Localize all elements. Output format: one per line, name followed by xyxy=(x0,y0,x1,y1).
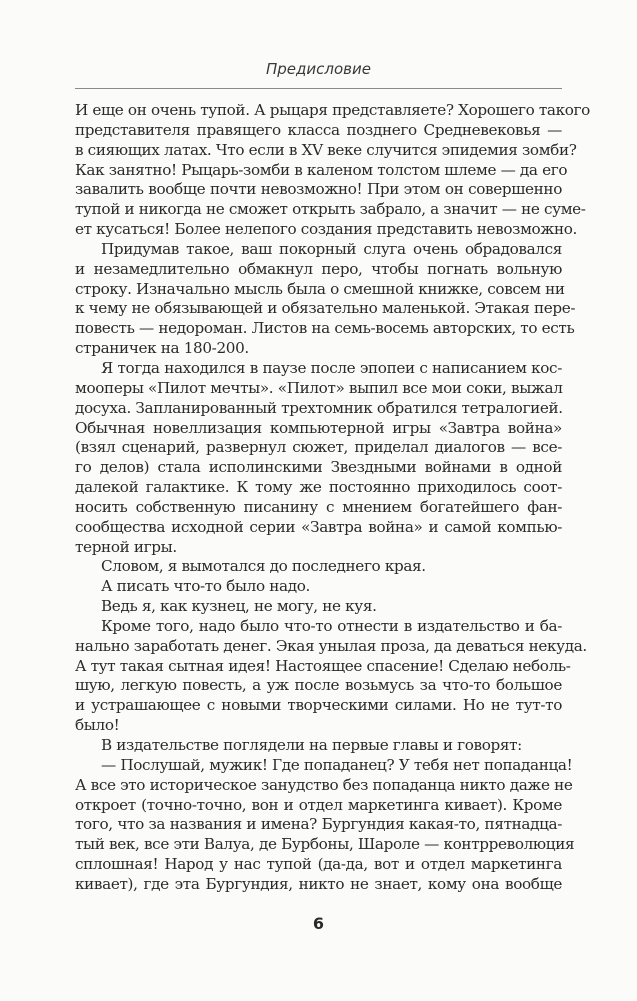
text-line: строку. Изначально мысль была о смешной книжке, совсем ни xyxy=(75,279,565,298)
text-line: терной игры. xyxy=(75,537,177,556)
text-line: шую, легкую повесть, а уж после возьмусь за что-то большое xyxy=(75,676,562,695)
text-line: тупой и никогда не сможет открыть забрало, а значит — не суме- xyxy=(75,200,586,219)
text-line: А все это историческое занудство без попаданца никто даже не xyxy=(75,775,573,794)
text-line: представителя правящего класса позднего Средневековья — xyxy=(75,120,562,139)
paragraph xyxy=(75,755,575,895)
paragraph xyxy=(75,736,562,756)
text-line: — Послушай, мужик! Где попаданец? У тебя нет попаданца! xyxy=(101,755,573,774)
paragraph xyxy=(75,597,562,617)
text-line: в сияющих латах. Что если в XV веке случится эпидемия зомби? xyxy=(75,140,577,159)
paragraph xyxy=(75,616,587,736)
text-line: носить собственную писанину с мнением богатейшего фан- xyxy=(75,497,562,516)
text-line: того, что за названия и имена? Бургундия какая-то, пятнадца- xyxy=(75,815,562,834)
text-line: Ведь я, как кузнец, не могу, не куя. xyxy=(101,597,377,616)
text-line: Придумав такое, ваш покорный слуга очень обрадовался xyxy=(101,239,562,258)
text-line: Словом, я вымотался до последнего края. xyxy=(101,557,426,576)
running-head: Предисловие xyxy=(266,60,371,78)
text-line: Я тогда находился в паузе после эпопеи с написанием кос- xyxy=(101,358,562,377)
text-line: нально заработать денег. Экая унылая проза, да деваться некуда. xyxy=(75,636,587,655)
page-number: 6 xyxy=(312,914,325,933)
text-line: мооперы «Пилот мечты». «Пилот» выпил все мои соки, выжал xyxy=(75,378,563,397)
paragraph xyxy=(75,359,562,557)
text-line: завалить вообще почти невозможно! При этом он совершенно xyxy=(75,180,562,199)
text-line: Обычная новеллизация компьютерной игры «Завтра война» xyxy=(75,418,562,437)
text-line: было! xyxy=(75,716,120,735)
text-line: Как занятно! Рыцарь-зомби в каленом толстом шлеме — да его xyxy=(75,160,568,179)
text-line: досуха. Запланированный трехтомник обратился тетралогией. xyxy=(75,398,563,417)
text-line: сплошная! Народ у нас тупой (да-да, вот и отдел маркетинга xyxy=(75,855,562,874)
text-line: сообщества исходной серии «Завтра война» и самой компью- xyxy=(75,517,562,536)
text-line: А писать что-то было надо. xyxy=(101,577,310,596)
text-line: ет кусаться! Более нелепого создания представить невозможно. xyxy=(75,220,578,239)
text-line: и устрашающее с новыми творческими силами. Но не тут-то xyxy=(75,696,562,715)
paragraph xyxy=(75,239,576,359)
text-line: тый век, все эти Валуа, де Бурбоны, Шароле — контрреволюция xyxy=(75,835,575,854)
text-line: откроет (точно-точно, вон и отдел маркетинга кивает). Кроме xyxy=(75,795,562,814)
text-line: кивает), где эта Бургундия, никто не знает, кому она вообще xyxy=(75,874,562,893)
text-line: го делов) стала исполинскими Звездными войнами в одной xyxy=(75,458,562,477)
paragraph xyxy=(75,101,590,240)
paragraph xyxy=(75,557,562,577)
body-text xyxy=(75,101,590,895)
paragraph xyxy=(75,577,562,597)
text-line: повесть — недороман. Листов на семь-восемь авторских, то есть xyxy=(75,319,575,338)
text-line: и незамедлительно обмакнул перо, чтобы погнать вольную xyxy=(75,259,562,278)
text-line: А тут такая сытная идея! Настоящее спасение! Сделаю неболь- xyxy=(75,656,571,675)
text-line: Кроме того, надо было что-то отнести в издательство и ба- xyxy=(101,616,562,635)
text-line: страничек на 180-200. xyxy=(75,339,249,358)
text-line: (взял сценарий, развернул сюжет, приделал диалогов — все- xyxy=(75,438,562,457)
header-rule xyxy=(75,88,562,89)
text-line: И еще он очень тупой. А рыцаря представляете? Хорошего такого xyxy=(75,101,590,119)
text-line: В издательстве поглядели на первые главы и говорят: xyxy=(101,736,522,754)
text-line: к чему не обязывающей и обязательно маленькой. Этакая пере- xyxy=(75,299,576,318)
text-line: далекой галактике. К тому же постоянно приходилось соот- xyxy=(75,478,562,497)
